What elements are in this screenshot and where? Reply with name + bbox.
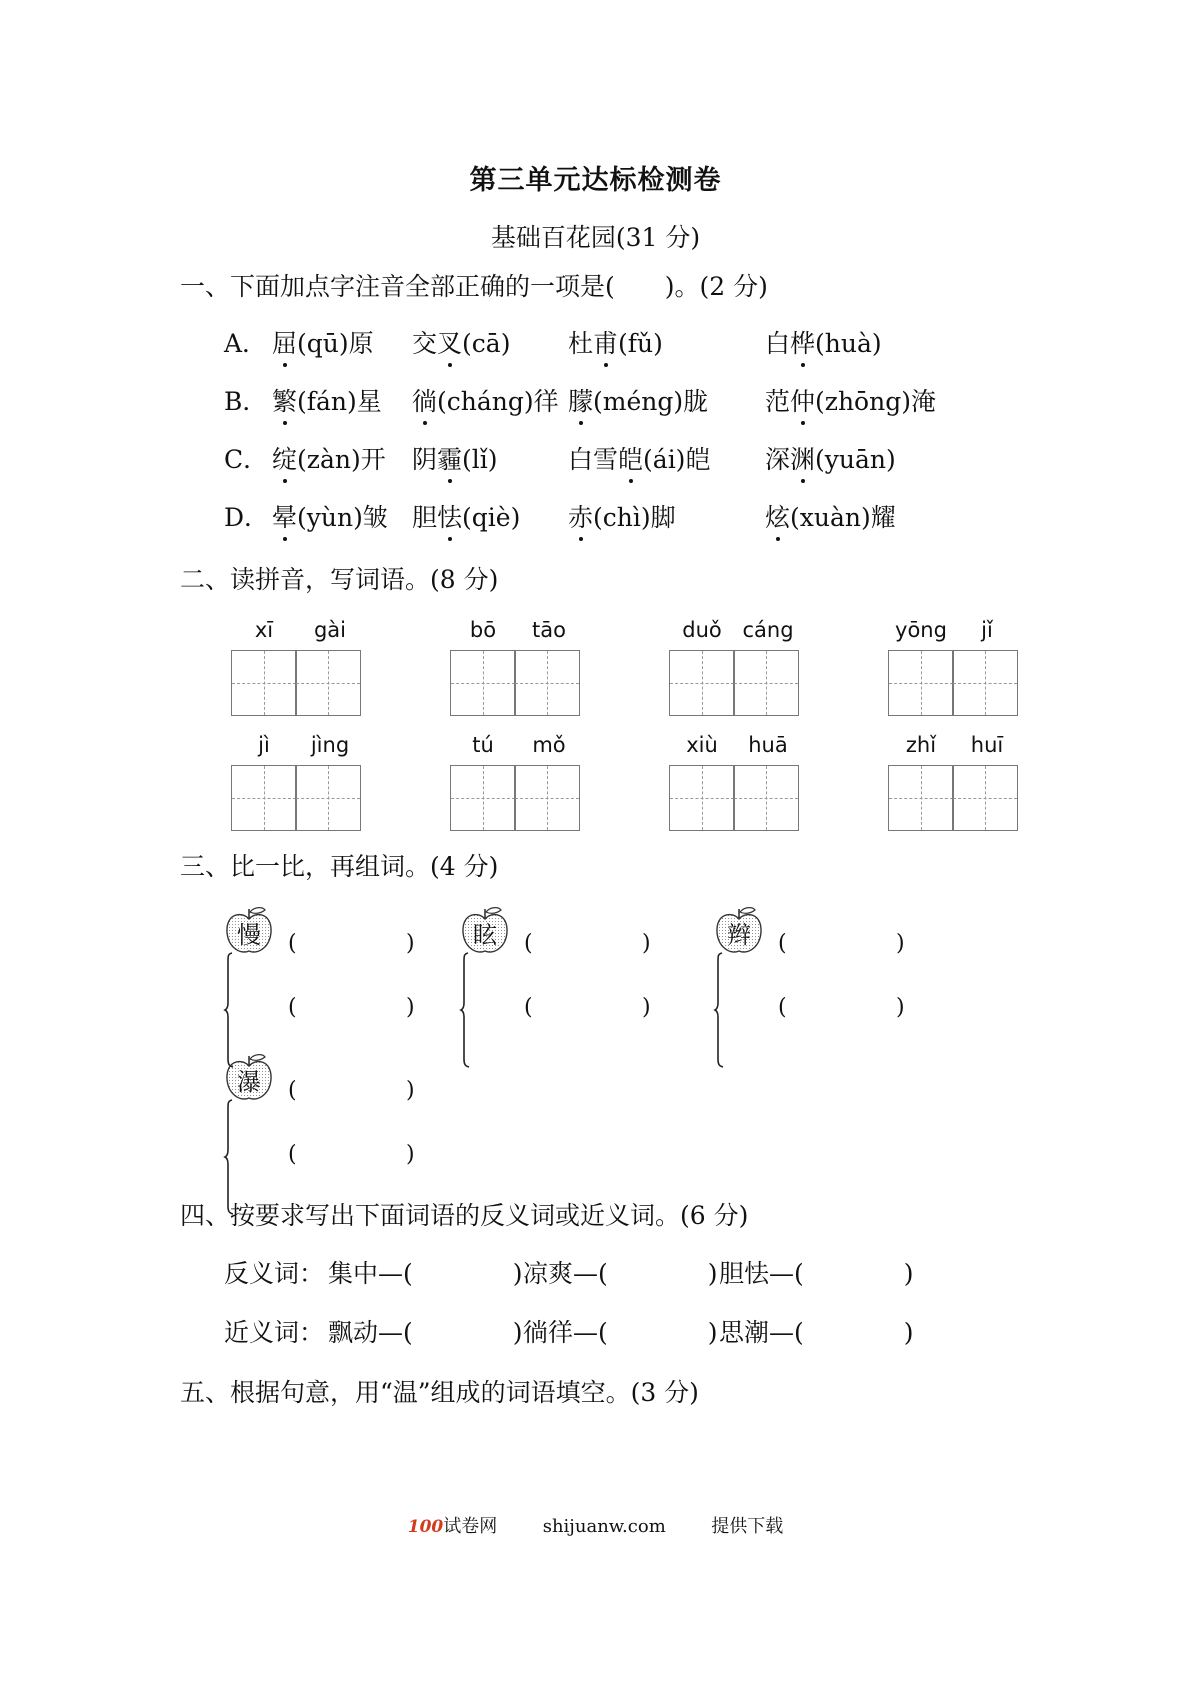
compare-char: 瀑 [237,1068,261,1096]
answer-blank[interactable] [302,931,402,959]
grid-guide-vertical [547,766,548,830]
brace-icon [713,951,727,1071]
option-word [765,440,896,476]
word-prefix: 杜 [568,329,594,358]
word-suffix: 开 [360,445,386,474]
blank-open-paren: ( [778,995,787,1020]
grid-guide-vertical [766,651,767,715]
word-prefix: 范 [765,387,791,416]
pinyin-annotation: (chì) [593,503,651,532]
tianzige-box[interactable] [450,650,582,716]
tianzige-cell[interactable] [888,765,954,831]
word-prefix: 阴 [412,445,438,474]
pinyin-annotation: (cháng) [437,387,534,416]
option-word [412,498,520,534]
tianzige-cell[interactable] [669,650,735,716]
option-word [412,440,498,476]
grid-guide-vertical [328,651,329,715]
dotted-char: 炫 [765,498,790,534]
dotted-char: 渊 [790,440,815,476]
word-suffix: 淹 [910,387,936,416]
apple-icon [712,905,766,957]
dotted-char: 晕 [272,498,297,534]
word-suffix: 脚 [650,503,676,532]
dotted-char: 徜 [412,382,437,418]
answer-blank[interactable] [538,931,638,959]
blank-close-paren: ) [896,931,905,956]
pinyin-annotation: (qiè) [462,503,521,532]
tianzige-cell[interactable] [231,650,297,716]
pinyin-label: jìng [310,733,350,757]
blank-open-paren: ( [288,931,297,956]
option-label: A． [224,329,268,358]
site-logo: 100 [407,1517,444,1537]
word-suffix: 原 [348,329,374,358]
tianzige-box[interactable] [231,650,363,716]
footer-note: 提供下载 [711,1516,784,1537]
question-2-stem: 二、读拼音，写词语。(8 分) [180,565,499,594]
word-suffix: 皱 [362,503,388,532]
tianzige-cell[interactable] [450,650,516,716]
blank-open-paren: ( [778,931,787,956]
tianzige-box[interactable] [450,765,582,831]
tianzige-cell[interactable] [669,765,735,831]
blank-open-paren: ( [524,931,533,956]
dotted-char: 甫 [593,324,618,360]
pinyin-annotation: (ái) [643,445,686,474]
option-word [765,324,882,360]
word-suffix: 耀 [870,503,896,532]
tianzige-cell[interactable] [231,765,297,831]
tianzige-box[interactable] [888,650,1020,716]
word-blank-item[interactable]: 徜徉—( ) [523,1318,718,1347]
pinyin-annotation: (zàn) [297,445,361,474]
pinyin-label: duǒ [682,618,722,642]
pinyin-label: cáng [742,618,794,642]
blank-open-paren: ( [524,995,533,1020]
pinyin-label: zhǐ [905,733,937,757]
footer [0,1512,1191,1538]
pinyin-label: tāo [532,618,566,642]
question-5-stem: 五、根据句意，用“温”组成的词语填空。(3 分) [180,1378,699,1407]
blank-close-paren: ) [642,995,651,1020]
blank-close-paren: ) [642,931,651,956]
option-label: C． [224,445,269,474]
blank-close-paren: ) [896,995,905,1020]
tianzige-cell[interactable] [295,650,361,716]
question-4-stem: 四、按要求写出下面词语的反义词或近义词。(6 分) [180,1201,749,1230]
word-prefix: 白 [765,329,791,358]
pinyin-label: jì [258,733,270,757]
tianzige-box[interactable] [231,765,363,831]
answer-blank[interactable] [792,995,892,1023]
blank-open-paren: ( [288,995,297,1020]
option-word [272,382,382,418]
grid-guide-vertical [702,651,703,715]
tianzige-cell[interactable] [295,765,361,831]
tianzige-cell[interactable] [733,765,799,831]
compare-char: 慢 [237,921,261,949]
tianzige-cell[interactable] [952,765,1018,831]
apple-icon [222,905,276,957]
blank-close-paren: ) [406,931,415,956]
pinyin-label: xiù [686,733,718,757]
option-word [272,440,386,476]
grid-guide-vertical [483,651,484,715]
word-prefix: 深 [765,445,791,474]
tianzige-cell[interactable] [888,650,954,716]
pinyin-label: mǒ [532,733,566,757]
tianzige-cell[interactable] [514,765,580,831]
pinyin-annotation: (méng) [593,387,684,416]
option-word [272,498,388,534]
option-word [272,324,374,360]
word-blank-item[interactable]: 思潮—( ) [719,1318,914,1347]
word-prefix: 白雪 [568,445,619,474]
blank-close-paren: ) [406,1078,415,1103]
pinyin-label: bō [469,618,497,642]
row-label: 反义词： [224,1259,325,1288]
pinyin-label: gài [313,618,347,642]
option-label: B． [224,387,268,416]
question-1-stem: 一、下面加点字注音全部正确的一项是( )。(2 分) [180,272,768,301]
dotted-char: 繁 [272,382,297,418]
answer-blank[interactable] [538,995,638,1023]
pinyin-label: huī [970,733,1004,757]
pinyin-label: xī [254,618,274,642]
section-heading: 基础百花园(31 分) [490,223,701,252]
option-word [568,382,708,418]
pinyin-annotation: (fán) [297,387,357,416]
option-word [765,382,936,418]
blank-open-paren: ( [288,1142,297,1167]
grid-guide-vertical [264,651,265,715]
option-word [412,324,510,360]
tianzige-cell[interactable] [952,650,1018,716]
option-word [412,382,559,418]
dotted-char: 桦 [790,324,815,360]
apple-icon [458,905,512,957]
word-blank-item[interactable]: 飘动—( ) [328,1318,523,1347]
tianzige-cell[interactable] [733,650,799,716]
grid-guide-vertical [264,766,265,830]
pinyin-annotation: (fǔ) [618,329,663,358]
pinyin-annotation: (huà) [815,329,882,358]
word-blank-item[interactable]: 胆怯—( ) [719,1259,914,1288]
word-suffix: 徉 [533,387,559,416]
option-word [568,440,710,476]
word-suffix: 皑 [685,445,711,474]
site-name: 试卷网 [443,1516,498,1537]
blank-close-paren: ) [406,1142,415,1167]
grid-guide-vertical [702,766,703,830]
pinyin-annotation: (yùn) [297,503,363,532]
grid-guide-vertical [483,766,484,830]
grid-guide-vertical [328,766,329,830]
tianzige-cell[interactable] [450,765,516,831]
pinyin-label: yōng [895,618,947,642]
grid-guide-vertical [766,766,767,830]
apple-icon [222,1052,276,1104]
word-suffix: 星 [356,387,382,416]
grid-guide-vertical [985,651,986,715]
pinyin-annotation: (zhōng) [815,387,911,416]
brace-icon [459,951,473,1071]
tianzige-box[interactable] [669,650,801,716]
answer-blank[interactable] [302,995,402,1023]
tianzige-box[interactable] [888,765,1020,831]
dotted-char: 朦 [568,382,593,418]
word-suffix: 胧 [683,387,709,416]
dotted-char: 仲 [790,382,815,418]
grid-guide-vertical [547,651,548,715]
word-prefix: 胆 [412,503,438,532]
pinyin-annotation: (qū) [297,329,349,358]
answer-blank[interactable] [302,1078,402,1106]
dotted-char: 绽 [272,440,297,476]
word-prefix: 交 [412,329,438,358]
tianzige-box[interactable] [669,765,801,831]
compare-char: 眩 [473,921,497,949]
page-title: 第三单元达标检测卷 [469,165,722,196]
answer-blank[interactable] [302,1142,402,1170]
row-label: 近义词： [224,1318,325,1347]
grid-guide-vertical [921,651,922,715]
pinyin-annotation: (lǐ) [462,445,498,474]
word-blank-item[interactable]: 凉爽—( ) [523,1259,718,1288]
dotted-char: 赤 [568,498,593,534]
dotted-char: 皑 [618,440,643,476]
word-blank-item[interactable]: 集中—( ) [328,1259,523,1288]
blank-close-paren: ) [406,995,415,1020]
grid-guide-vertical [921,766,922,830]
dotted-char: 怯 [437,498,462,534]
pinyin-annotation: (yuān) [815,445,896,474]
site-domain: shijuanw.com [542,1516,666,1537]
grid-guide-vertical [985,766,986,830]
tianzige-cell[interactable] [514,650,580,716]
option-label: D． [224,503,270,532]
question-3-stem: 三、比一比，再组词。(4 分) [180,852,499,881]
pinyin-label: jǐ [981,618,993,642]
pinyin-annotation: (cā) [462,329,511,358]
dotted-char: 屈 [272,324,297,360]
dotted-char: 霾 [437,440,462,476]
blank-open-paren: ( [288,1078,297,1103]
pinyin-label: tú [472,733,494,757]
option-word [568,498,676,534]
option-word [765,498,896,534]
answer-blank[interactable] [792,931,892,959]
pinyin-annotation: (xuàn) [790,503,871,532]
option-word [568,324,663,360]
pinyin-label: huā [748,733,788,757]
dotted-char: 叉 [437,324,462,360]
compare-char: 辫 [727,921,751,949]
